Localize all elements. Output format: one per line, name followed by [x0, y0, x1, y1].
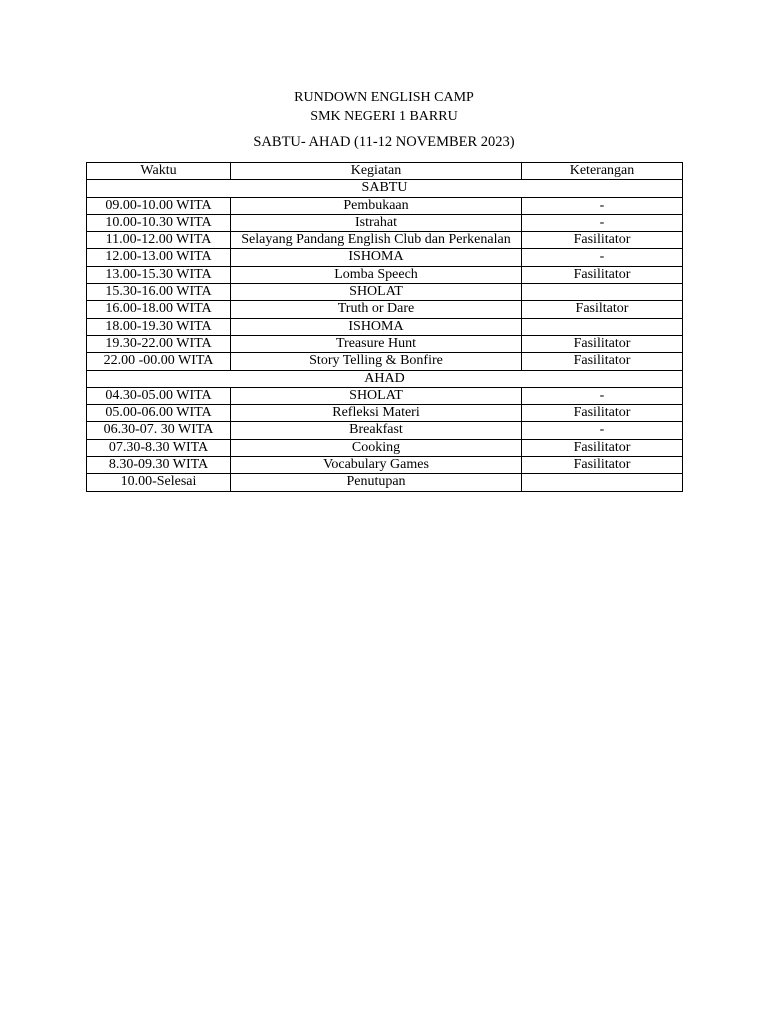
day-section-row	[87, 180, 683, 197]
rundown-table	[86, 162, 683, 492]
cell-waktu: 16.00-18.00 WITA	[87, 301, 231, 318]
cell-waktu: 06.30-07. 30 WITA	[87, 422, 231, 439]
cell-keterangan: -	[522, 387, 683, 404]
cell-kegiatan: Selayang Pandang English Club dan Perkenalan	[231, 232, 522, 249]
cell-waktu: 8.30-09.30 WITA	[87, 457, 231, 474]
cell-kegiatan: Truth or Dare	[231, 301, 522, 318]
cell-kegiatan: Story Telling & Bonfire	[231, 353, 522, 370]
cell-waktu: 19.30-22.00 WITA	[87, 335, 231, 352]
table-row	[87, 405, 683, 422]
cell-kegiatan: ISHOMA	[231, 249, 522, 266]
cell-keterangan	[522, 474, 683, 491]
cell-waktu: 12.00-13.00 WITA	[87, 249, 231, 266]
table-row	[87, 249, 683, 266]
cell-keterangan: Fasiltator	[522, 301, 683, 318]
table-row	[87, 457, 683, 474]
day-section-row	[87, 370, 683, 387]
cell-waktu: 22.00 -00.00 WITA	[87, 353, 231, 370]
cell-keterangan: Fasilitator	[522, 232, 683, 249]
cell-waktu: 15.30-16.00 WITA	[87, 284, 231, 301]
cell-kegiatan: Pembukaan	[231, 197, 522, 214]
cell-keterangan: Fasilitator	[522, 405, 683, 422]
table-row	[87, 266, 683, 283]
cell-kegiatan: SHOLAT	[231, 387, 522, 404]
table-row	[87, 387, 683, 404]
table-row	[87, 422, 683, 439]
cell-kegiatan: Breakfast	[231, 422, 522, 439]
cell-keterangan	[522, 318, 683, 335]
cell-waktu: 10.00-Selesai	[87, 474, 231, 491]
cell-keterangan: -	[522, 214, 683, 231]
cell-keterangan	[522, 284, 683, 301]
cell-kegiatan: Vocabulary Games	[231, 457, 522, 474]
cell-kegiatan: Refleksi Materi	[231, 405, 522, 422]
document-title	[0, 88, 768, 126]
table-header-row	[87, 163, 683, 180]
column-header-kegiatan: Kegiatan	[231, 163, 522, 180]
table-row	[87, 197, 683, 214]
cell-keterangan: Fasilitator	[522, 457, 683, 474]
cell-keterangan: -	[522, 197, 683, 214]
cell-kegiatan: Treasure Hunt	[231, 335, 522, 352]
table-row	[87, 284, 683, 301]
cell-keterangan: Fasilitator	[522, 266, 683, 283]
cell-waktu: 10.00-10.30 WITA	[87, 214, 231, 231]
cell-waktu: 07.30-8.30 WITA	[87, 439, 231, 456]
cell-kegiatan: ISHOMA	[231, 318, 522, 335]
title-line-event: RUNDOWN ENGLISH CAMP	[294, 90, 474, 105]
cell-waktu: 13.00-15.30 WITA	[87, 266, 231, 283]
cell-kegiatan: Istrahat	[231, 214, 522, 231]
cell-waktu: 11.00-12.00 WITA	[87, 232, 231, 249]
cell-waktu: 04.30-05.00 WITA	[87, 387, 231, 404]
cell-waktu: 18.00-19.30 WITA	[87, 318, 231, 335]
table-row	[87, 353, 683, 370]
cell-kegiatan: Lomba Speech	[231, 266, 522, 283]
cell-waktu: 05.00-06.00 WITA	[87, 405, 231, 422]
cell-keterangan: Fasilitator	[522, 439, 683, 456]
column-header-waktu: Waktu	[87, 163, 231, 180]
title-line-school: SMK NEGERI 1 BARRU	[310, 109, 458, 124]
table-row	[87, 301, 683, 318]
table-row	[87, 335, 683, 352]
day-section-label: SABTU	[87, 180, 683, 197]
cell-keterangan: Fasilitator	[522, 335, 683, 352]
cell-keterangan: -	[522, 249, 683, 266]
table-row	[87, 318, 683, 335]
cell-kegiatan: Penutupan	[231, 474, 522, 491]
cell-kegiatan: SHOLAT	[231, 284, 522, 301]
table-row	[87, 439, 683, 456]
cell-kegiatan: Cooking	[231, 439, 522, 456]
table-row	[87, 232, 683, 249]
rundown-table-body	[87, 180, 683, 491]
cell-keterangan: Fasilitator	[522, 353, 683, 370]
cell-keterangan: -	[522, 422, 683, 439]
table-row	[87, 474, 683, 491]
day-section-label: AHAD	[87, 370, 683, 387]
table-row	[87, 214, 683, 231]
document-subtitle: SABTU- AHAD (11-12 NOVEMBER 2023)	[253, 134, 515, 150]
column-header-keterangan: Keterangan	[522, 163, 683, 180]
cell-waktu: 09.00-10.00 WITA	[87, 197, 231, 214]
